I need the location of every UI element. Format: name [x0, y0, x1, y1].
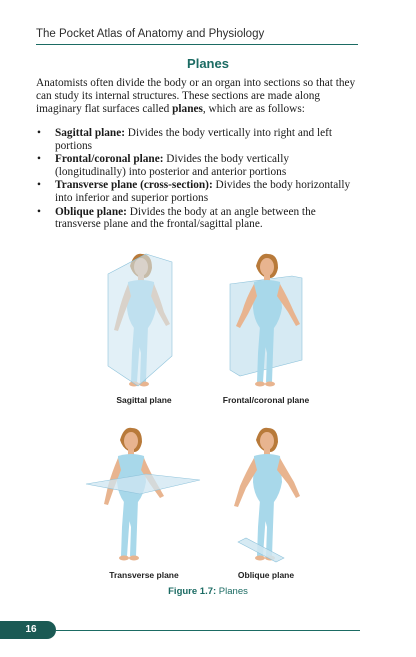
- bullet-text: Divides the body horizontally into inferior and superior portions: [55, 179, 351, 204]
- transverse-plane-illustration: [84, 422, 204, 567]
- bullet-icon: •: [37, 205, 41, 218]
- bullet-text: Divides the body vertically into right and left portions: [55, 127, 333, 152]
- frontal-plane-illustration: [222, 248, 342, 393]
- list-item: [36, 206, 362, 231]
- intro-term: planes: [172, 103, 203, 116]
- figure-label: Oblique plane: [237, 570, 295, 580]
- sagittal-plane-sheet: [108, 254, 172, 386]
- planes-list: [36, 127, 362, 232]
- header-divider: [36, 44, 358, 45]
- figure-caption: [0, 586, 416, 597]
- section-title: Planes: [187, 56, 229, 71]
- intro-text-after: , which are as follows:: [202, 103, 305, 116]
- figure-label: Frontal/coronal plane: [222, 395, 310, 405]
- bullet-text: Divides the body at an angle between the transverse plane and the frontal/sagittal plane.: [55, 205, 316, 231]
- bullet-icon: •: [37, 127, 41, 139]
- figure-label: Transverse plane: [109, 570, 179, 580]
- list-item: [36, 127, 362, 152]
- bullet-term: Transverse plane (cross-section):: [55, 179, 213, 192]
- bullet-text: Divides the body vertically (longitudinally) into posterior and anterior portions: [55, 153, 289, 178]
- figure-caption-text: Planes: [216, 586, 248, 597]
- oblique-plane-illustration: [222, 422, 342, 567]
- bullet-icon: •: [37, 153, 41, 166]
- bullet-term: Sagittal plane:: [55, 127, 125, 139]
- transverse-plane-sheet: [86, 474, 200, 494]
- intro-paragraph: [36, 77, 364, 117]
- running-header: The Pocket Atlas of Anatomy and Physiology: [36, 28, 265, 40]
- intro-text-before: Anatomists often divide the body or an organ into sections so that they can study its internal structures. These sections are made along imaginary flat surfaces called: [36, 77, 356, 116]
- sagittal-plane-illustration: [84, 248, 204, 393]
- footer-divider: [56, 630, 360, 631]
- page-number: 16: [0, 621, 56, 639]
- figure-label: Sagittal plane: [116, 395, 172, 405]
- list-item: [36, 179, 362, 204]
- bullet-term: Frontal/coronal plane:: [55, 153, 164, 166]
- bullet-term: Oblique plane:: [55, 205, 127, 218]
- list-item: [36, 153, 362, 178]
- bullet-icon: •: [37, 179, 41, 192]
- figure-number: Figure 1.7:: [168, 586, 217, 597]
- human-figure-icon: [104, 428, 164, 561]
